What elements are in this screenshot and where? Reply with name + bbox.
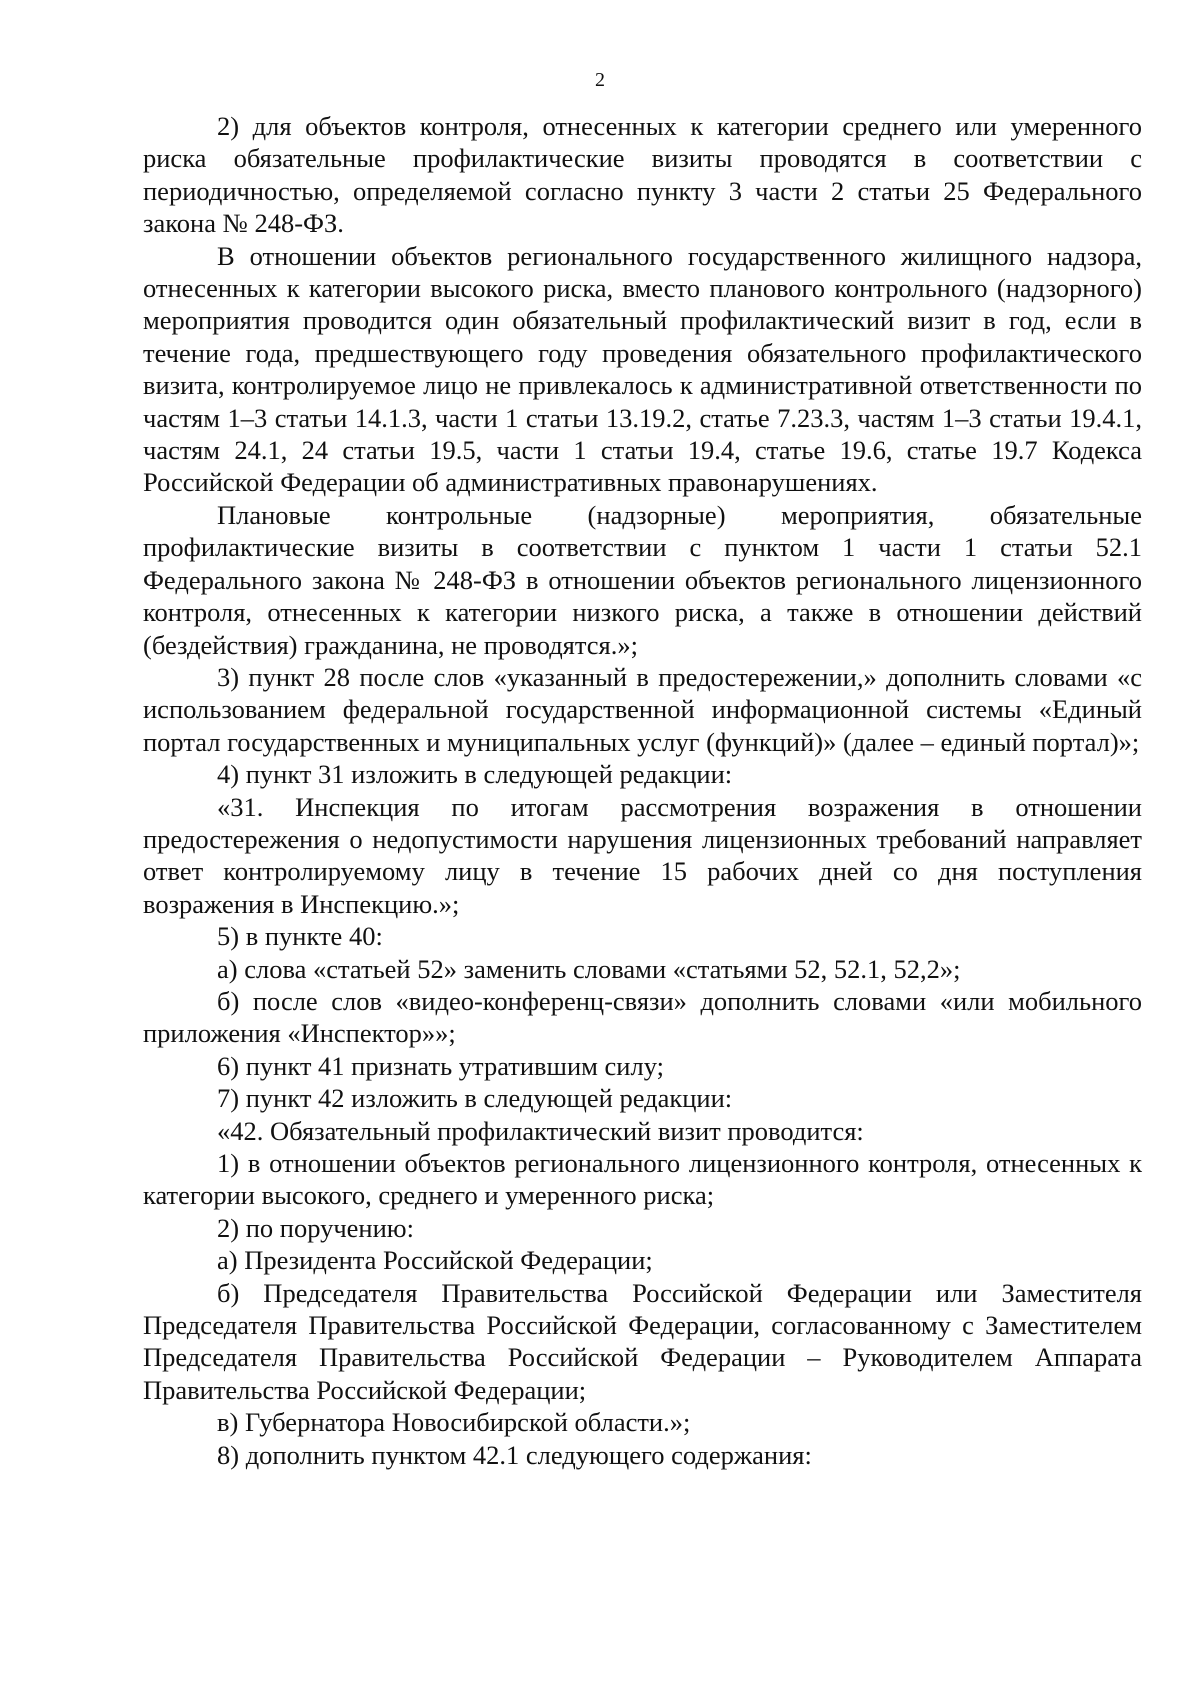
paragraph-clause-42-2: 2) по поручению:: [217, 1212, 414, 1243]
paragraph-item-4: 4) пункт 31 изложить в следующей редакции:: [217, 759, 733, 790]
paragraph-clause-42: «42. Обязательный профилактический визит проводится:: [217, 1115, 864, 1146]
paragraph-risk-periodicity: 2) для объектов контроля, отнесенных к категории среднего или умеренного риска обязательные профилактические визиты проводятся в соответствии с периодичностью, определяемой согласно пункту 3 части 2 статьи 25 Федерального закона № 248-ФЗ.: [143, 111, 1142, 239]
paragraph-clause-31: «31. Инспекция по итогам рассмотрения возражения в отношении предостережения о недопустимости нарушения лицензионных требований направляет ответ контролируемому лицу в течение 15 рабочих дней со дня поступления возражения в Инспекцию.»;: [143, 791, 1142, 919]
document-body: [143, 110, 1142, 1471]
page-number: 2: [595, 69, 605, 91]
paragraph-clause-42-2a: а) Президента Российской Федерации;: [217, 1245, 653, 1276]
paragraph-item-6: 6) пункт 41 признать утратившим силу;: [217, 1050, 664, 1081]
paragraph-clause-42-2v: в) Губернатора Новосибирской области.»;: [217, 1407, 691, 1438]
paragraph-clause-42-2b: б) Председателя Правительства Российской Федерации или Заместителя Председателя Правительства Российской Федерации, согласованному с Заместителем Председателя Правительства Российской Федерации – Руководителем Аппарата Правительства Российской Федерации;: [143, 1277, 1142, 1405]
paragraph-housing-supervision: В отношении объектов регионального государственного жилищного надзора, отнесенных к категории высокого риска, вместо планового контрольного (надзорного) мероприятия проводится один обязательный профилактический визит в год, если в течение года, предшествующего году проведения обязательного профилактического визита, контролируемое лицо не привлекалось к административной ответственности по частям 1–3 статьи 14.1.3, части 1 статьи 13.19.2, статье 7.23.3, частям 1–3 статьи 19.4.1, частям 24.1, 24 статьи 19.5, части 1 статьи 19.4, статье 19.6, статье 19.7 Кодекса Российской Федерации об административных правонарушениях.: [143, 240, 1142, 498]
paragraph-low-risk-exemption: Плановые контрольные (надзорные) мероприятия, обязательные профилактические визиты в соответствии с пунктом 1 части 1 статьи 52.1 Федерального закона № 248-ФЗ в отношении объектов регионального лицензионного контроля, отнесенных к категории низкого риска, а также в отношении действий (бездействия) гражданина, не проводятся.»;: [143, 499, 1142, 660]
paragraph-item-8: 8) дополнить пунктом 42.1 следующего содержания:: [217, 1439, 812, 1470]
paragraph-item-5: 5) в пункте 40:: [217, 921, 383, 952]
paragraph-item-5a: а) слова «статьей 52» заменить словами «статьями 52, 52.1, 52,2»;: [217, 953, 961, 984]
paragraph-item-5b: б) после слов «видео-конференц-связи» дополнить словами «или мобильного приложения «Инспектор»»;: [143, 985, 1142, 1049]
paragraph-clause-42-1: 1) в отношении объектов регионального лицензионного контроля, отнесенных к категории высокого, среднего и умеренного риска;: [143, 1148, 1142, 1211]
paragraph-item-3: 3) пункт 28 после слов «указанный в предостережении,» дополнить словами «с использованием федеральной государственной информационной системы «Единый портал государственных и муниципальных услуг (функций)» (далее – единый портал)»;: [143, 661, 1142, 757]
paragraph-item-7: 7) пункт 42 изложить в следующей редакции:: [217, 1083, 733, 1114]
